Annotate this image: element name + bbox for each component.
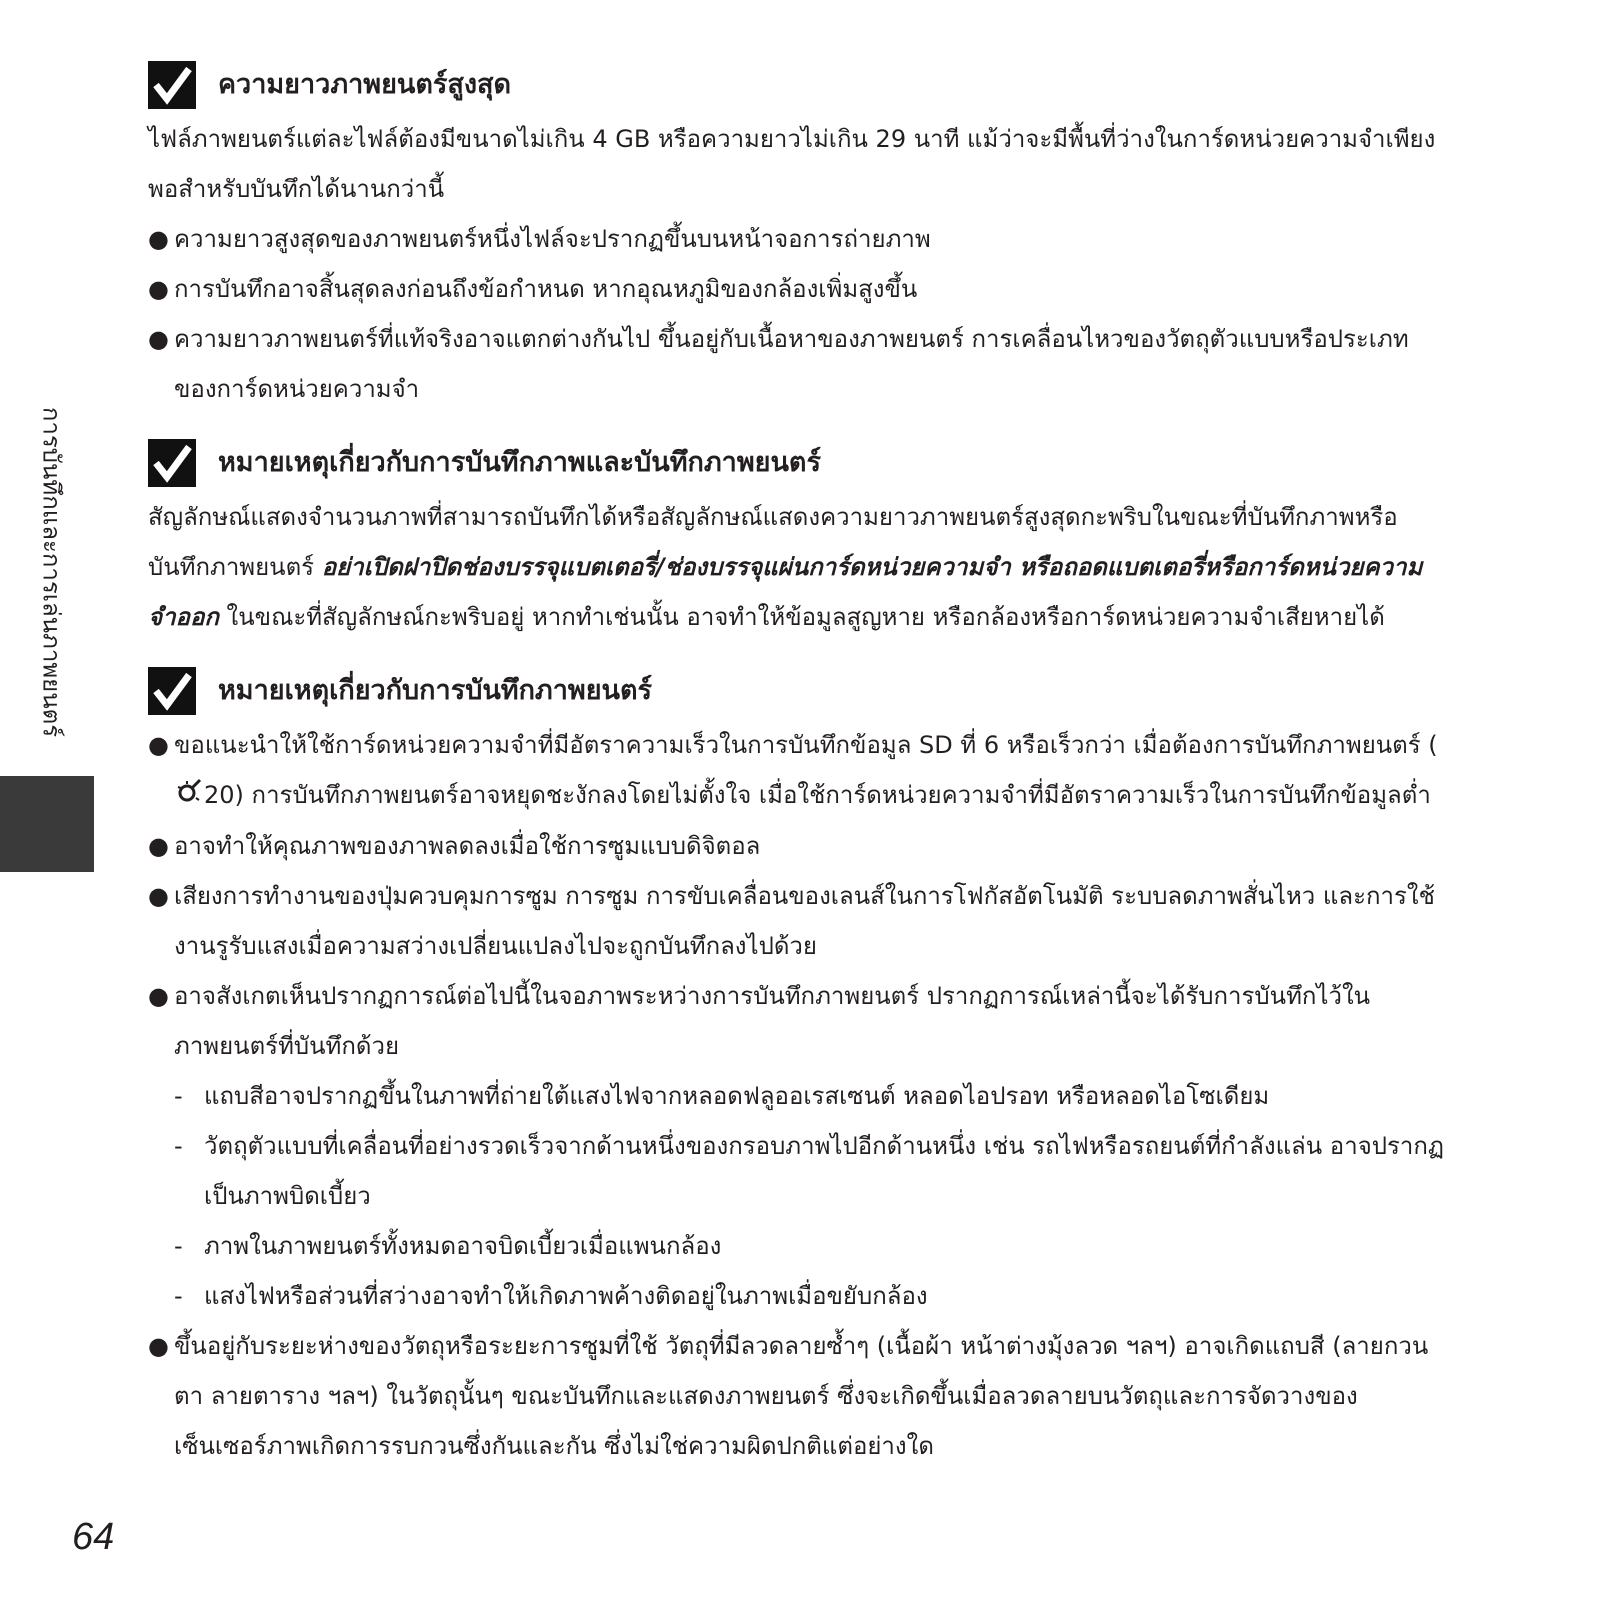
list-item-text: อาจทำให้คุณภาพของภาพลดลงเมื่อใช้การซูมแบบดิจิตอล [174,832,761,860]
list-item-text: ) การบันทึกภาพยนตร์อาจหยุดชะงักลงโดยไม่ตั้งใจ เมื่อใช้การ์ดหน่วยความจำที่มีอัตราความเร็วในการบันทึกข้อมูลต่ำ [234,781,1431,809]
list-item [148,214,1448,264]
bullet-icon: ● [148,225,169,253]
section-heading [148,438,1448,488]
bullet-icon: ● [148,882,169,910]
page-reference[interactable]: 20 [204,781,235,809]
dash-icon: - [174,1282,183,1310]
list-item-text: การบันทึกอาจสิ้นสุดลงก่อนถึงข้อกำหนด หากอุณหภูมิของกล้องเพิ่มสูงขึ้น [174,275,918,303]
list-item [148,1321,1448,1471]
reference-icon [176,771,202,821]
chapter-side-label-text: การบันทึกและการเล่นภาพยนตร์ [37,406,66,738]
sub-list-item-text: แถบสีอาจปรากฏขึ้นในภาพที่ถ่ายใต้แสงไฟจากหลอดฟลูออเรสเซนต์ หลอดไอปรอท หรือหลอดไอโซเดียม [204,1082,1270,1110]
section-recording-notes [148,438,1448,642]
section-heading [148,60,1448,110]
section-title: ความยาวภาพยนตร์สูงสุด [218,69,512,100]
list-item-text: ความยาวภาพยนตร์ที่แท้จริงอาจแตกต่างกันไป ขึ้นอยู่กับเนื้อหาของภาพยนตร์ การเคลื่อนไหวของวัตถุตัวแบบหรือประเภทของการ์ดหน่วยความจำ [174,325,1409,403]
sub-list-item-text: วัตถุตัวแบบที่เคลื่อนที่อย่างรวดเร็วจากด้านหนึ่งของกรอบภาพไปอีกด้านหนึ่ง เช่น รถไฟหรือรถยนต์ที่กำลังแล่น อาจปรากฏเป็นภาพบิดเบี้ยว [204,1132,1444,1210]
sub-list-item [174,1071,1448,1121]
list-item-text: ความยาวสูงสุดของภาพยนตร์หนึ่งไฟล์จะปรากฏขึ้นบนหน้าจอการถ่ายภาพ [174,225,931,253]
sub-list-item [174,1221,1448,1271]
bullet-icon: ● [148,731,169,759]
paragraph-text: สัญลักษณ์แสดงจำนวนภาพที่สามารถบันทึกได้หรือสัญลักษณ์แสดงความยาวภาพยนตร์สูงสุดกะพริบในขณะที่บันทึกภาพหรือบันทึกภาพยนตร์ [148,503,1398,581]
page-content [148,60,1448,1495]
bullet-list [148,214,1448,414]
list-item [148,314,1448,414]
dash-icon: - [174,1232,183,1260]
list-item-text: อาจสังเกตเห็นปรากฏการณ์ต่อไปนี้ในจอภาพระหว่างการบันทึกภาพยนตร์ ปรากฏการณ์เหล่านี้จะได้รับการบันทึกไว้ในภาพยนตร์ที่บันทึกด้วย [174,982,1371,1060]
sub-list-item [174,1121,1448,1221]
dash-icon: - [174,1082,183,1110]
page-number: 64 [72,1516,115,1558]
list-item-text: ขึ้นอยู่กับระยะห่างของวัตถุหรือระยะการซูมที่ใช้ วัตถุที่มีลวดลายซ้ำๆ (เนื้อผ้า หน้าต่างมุ้งลวด ฯลฯ) อาจเกิดแถบสี (ลายกวนตา ลายตาราง ฯลฯ) ในวัตถุนั้นๆ ขณะบันทึกและแสดงภาพยนตร์ ซึ่งจะเกิดขึ้นเมื่อลวดลายบนวัตถุและการจัดวางของเซ็นเซอร์ภาพเกิดการรบกวนซึ่งกันและกัน ซึ่งไม่ใช่ความผิดปกติแต่อย่างใด [174,1332,1429,1460]
sub-list-item [174,1271,1448,1321]
list-item [148,264,1448,314]
bullet-icon: ● [148,275,169,303]
list-item [148,821,1448,871]
warning-emphasis: อย่าเปิดฝาปิดช่องบรรจุแบตเตอรี่/ช่องบรรจุแผ่นการ์ดหน่วยความจำ หรือถอดแบตเตอรี่หรือการ์ดหน่วยความจำออก [148,553,1423,631]
chapter-tab-marker [0,776,94,872]
section-title: หมายเหตุเกี่ยวกับการบันทึกภาพและบันทึกภาพยนตร์ [218,447,821,478]
list-item-text: ขอแนะนำให้ใช้การ์ดหน่วยความจำที่มีอัตราความเร็วในการบันทึกข้อมูล SD ที่ 6 หรือเร็วกว่า เมื่อต้องการบันทึกภาพยนตร์ ( [174,731,1438,759]
sub-list-item-text: แสงไฟหรือส่วนที่สว่างอาจทำให้เกิดภาพค้างติดอยู่ในภาพเมื่อขยับกล้อง [204,1282,928,1310]
section-movie-recording-notes [148,666,1448,1471]
section-max-movie-length [148,60,1448,414]
checkmark-icon [148,439,196,487]
list-item-text: เสียงการทำงานของปุ่มควบคุมการซูม การซูม การขับเคลื่อนของเลนส์ในการโฟกัสอัตโนมัติ ระบบลดภาพสั่นไหว และการใช้งานรูรับแสงเมื่อความสว่างเปลี่ยนแปลงไปจะถูกบันทึกลงไปด้วย [174,882,1435,960]
checkmark-icon [148,667,196,715]
bullet-icon: ● [148,982,169,1010]
section-intro: ไฟล์ภาพยนตร์แต่ละไฟล์ต้องมีขนาดไม่เกิน 4 GB หรือความยาวไม่เกิน 29 นาที แม้ว่าจะมีพื้นที่ว่างในการ์ดหน่วยความจำเพียงพอสำหรับบันทึกได้นานกว่านี้ [148,125,1436,203]
checkmark-icon [148,61,196,109]
sub-list-item-text: ภาพในภาพยนตร์ทั้งหมดอาจบิดเบี้ยวเมื่อแพนกล้อง [204,1232,722,1260]
sub-list [174,1071,1448,1321]
list-item [148,971,1448,1321]
bullet-icon: ● [148,1332,169,1360]
section-heading [148,666,1448,716]
section-title: หมายเหตุเกี่ยวกับการบันทึกภาพยนตร์ [218,675,653,706]
bullet-icon: ● [148,832,169,860]
bullet-icon: ● [148,325,169,353]
section-paragraph [148,492,1448,642]
list-item [148,871,1448,971]
bullet-list [148,720,1448,1471]
list-item [148,720,1448,821]
dash-icon: - [174,1132,183,1160]
paragraph-text: ในขณะที่สัญลักษณ์กะพริบอยู่ หากทำเช่นนั้น อาจทำให้ข้อมูลสูญหาย หรือกล้องหรือการ์ดหน่วยความจำเสียหายได้ [218,603,1385,631]
